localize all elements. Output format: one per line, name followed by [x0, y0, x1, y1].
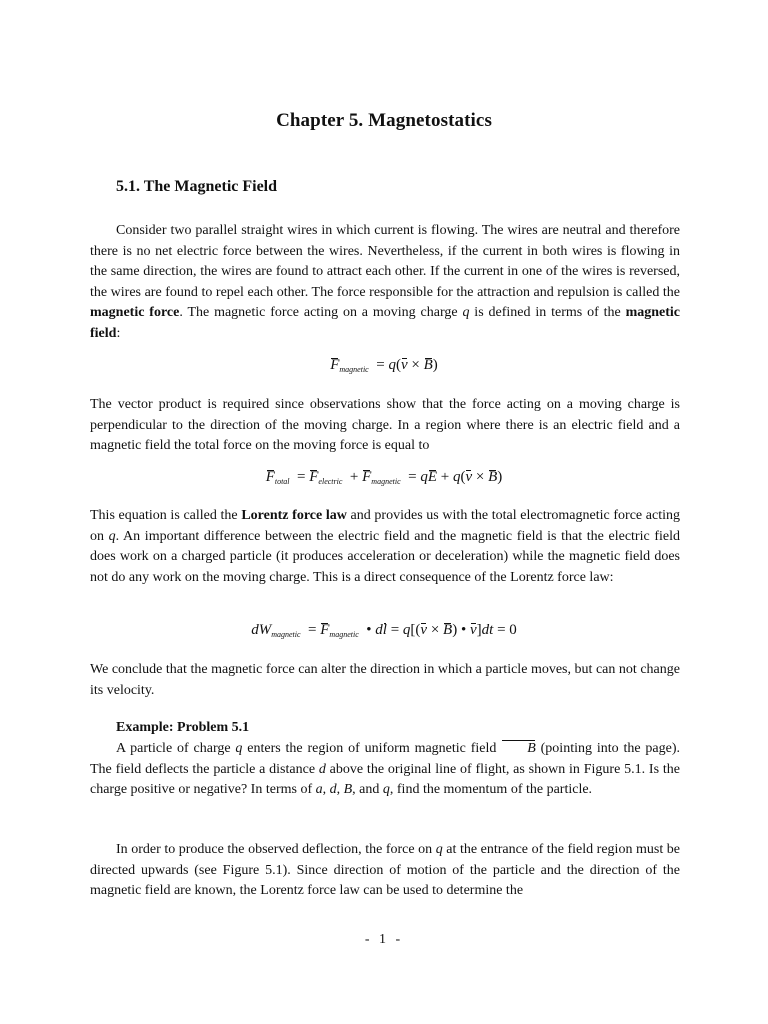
- page-number: - 1 -: [364, 932, 404, 947]
- paragraph-problem: [90, 739, 680, 801]
- text-run: . The magnetic force acting on a moving charge: [179, 305, 463, 320]
- section-title: 5.1. The Magnetic Field: [116, 178, 278, 195]
- variable-q: q: [382, 782, 390, 797]
- paragraph-lorentz: [90, 506, 680, 588]
- text-run: , and: [352, 782, 383, 797]
- term-lorentz-force-law: Lorentz force law: [241, 508, 347, 523]
- paragraph-solution: [90, 840, 680, 902]
- subscript-magnetic: magnetic: [371, 477, 401, 486]
- text-run: and provides us with the total electromagnetic force acting on: [90, 508, 680, 544]
- text-run: A particle of charge: [116, 741, 236, 756]
- subscript-total: total: [274, 477, 290, 486]
- text-run: (pointing into the page). The field deflects the particle a distance: [90, 741, 680, 777]
- variable-q: q: [108, 528, 116, 544]
- text-run: Consider two parallel straight wires in which current is flowing. The wires are neutral and therefore there is no net electric force between the wires. Nevertheless, if the current in both wires is flowing in the same direction, the wires are found to attract each other. If the current in one of the wires is reversed, the wires are found to repel each other. The force responsible for the attraction and repulsion is called the: [90, 223, 680, 300]
- subscript-magnetic: magnetic: [329, 630, 359, 639]
- variable-q: q: [462, 305, 470, 320]
- text-run: above the original line of flight, as shown in Figure 5.1. Is the charge positive or negative? In terms of: [90, 761, 680, 797]
- example-heading: Example: Problem 5.1: [116, 720, 250, 735]
- equation-work: $dW_{magnetic} = F_{magnetic}$ • dl = q[(v × B) • v]dt = 0: [251, 622, 517, 639]
- subscript-magnetic: magnetic: [339, 365, 369, 374]
- term-magnetic-field: magnetic field: [90, 305, 680, 341]
- equation-total-force: $F_{total} = F_{electric} + F_{magnetic}$ = qE + q(v × B): [265, 469, 503, 486]
- variable-q: q: [235, 741, 243, 756]
- chapter-title: Chapter 5. Magnetostatics: [276, 110, 492, 131]
- text-run: ,: [336, 782, 344, 797]
- term-magnetic-force: magnetic force: [90, 305, 180, 320]
- variable-q: q: [435, 842, 443, 857]
- text-run: is defined in terms of the: [469, 305, 626, 320]
- text-run: enters the region of uniform magnetic field: [242, 741, 502, 756]
- variable-B: B: [343, 782, 353, 797]
- text-run: , find the momentum of the particle.: [389, 782, 593, 797]
- text-run: ,: [322, 782, 330, 797]
- variable-d: d: [329, 782, 337, 797]
- variable-d: d: [318, 761, 326, 777]
- variable-a: a: [315, 782, 323, 797]
- vector-F: F: [330, 357, 340, 373]
- text-run: :: [116, 325, 121, 341]
- paragraph-intro: [90, 221, 680, 344]
- text-run: . An important difference between the electric field and the magnetic field is that the electric field does work on a charged particle (it produces acceleration or deceleration) while the magnetic field does not do any work on the moving charge. This is a direct consequence of the Lorentz force law:: [90, 528, 680, 585]
- subscript-magnetic: magnetic: [271, 630, 301, 639]
- subscript-electric: electric: [318, 477, 343, 486]
- equation-magnetic-force: $F_{magnetic} = q(v \times B)$: [330, 357, 438, 374]
- vector-B: B: [501, 739, 536, 760]
- text-run: This equation is called the: [90, 508, 242, 523]
- paragraph-conclusion: We conclude that the magnetic force can alter the direction in which a particle moves, but can not change its velocity.: [90, 662, 680, 698]
- paragraph-vector-product: The vector product is required since observations show that the force acting on a moving charge is perpendicular to the direction of the moving charge. In a region where there is an electric field and a magnetic field the total force on the moving force is equal to: [90, 397, 680, 453]
- text-run: at the entrance of the field region must be directed upwards (see Figure 5.1). Since direction of motion of the particle and the direction of the magnetic field are known, the Lorentz force law can be used to determine the: [90, 842, 680, 898]
- text-run: In order to produce the observed deflection, the force on: [116, 842, 436, 857]
